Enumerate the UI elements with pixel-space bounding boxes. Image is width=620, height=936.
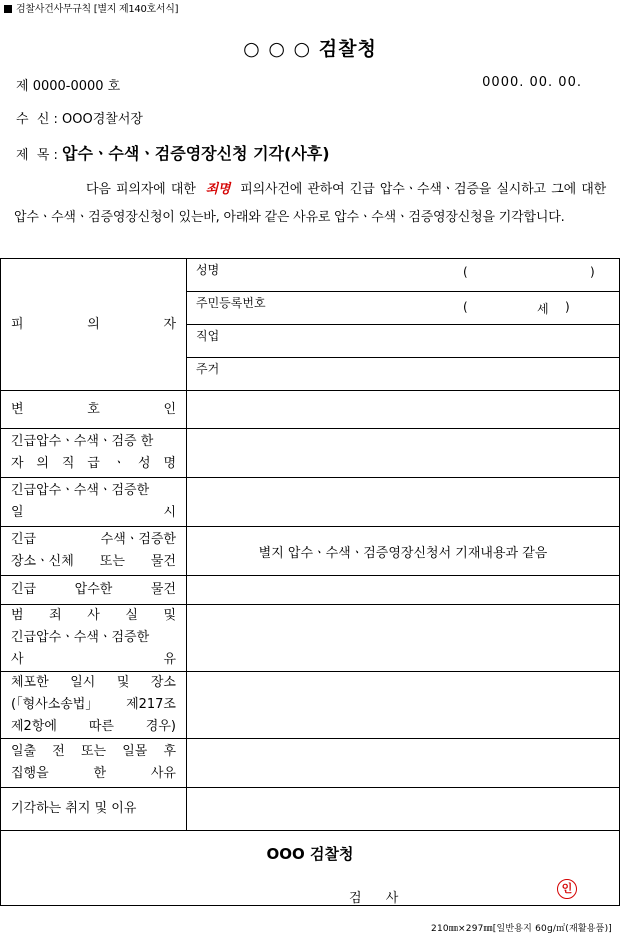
suspect-name-field[interactable]: 성명 ( ) [187,259,619,292]
regulation-text: 검찰사건사무규칙 [별지 제140호서식] [16,4,179,15]
document-number: 제 0000-0000 호 [16,79,121,94]
document-date: 0000. 00. 00. [482,75,582,90]
night-exec-value[interactable] [187,739,620,788]
exec-datetime-label: 긴급압수ㆍ수색ㆍ검증한 일 시 [1,478,187,527]
search-place-value[interactable]: 별지 압수ㆍ수색ㆍ검증영장신청서 기재내용과 같음 [187,527,620,576]
rejection-form-table [0,258,620,906]
recipient-line [16,108,143,127]
suspect-address-field[interactable]: 주거 [196,362,220,376]
seal-stamp-icon: 인 [557,879,577,899]
prosecutor-label: 검 사 [349,891,409,906]
body-post: 피의사건에 관하여 긴급 압수ㆍ수색ㆍ검증을 실시하고 그에 대한 압수ㆍ수색ㆍ검증영장신청이 있는바, 아래와 같은 사유로 압수ㆍ수색ㆍ검증영장신청을 기각합니다. [14,182,607,225]
seized-items-value[interactable] [187,576,620,605]
suspect-fields [187,259,620,391]
arrest-place-value[interactable] [187,672,620,739]
subject-value: 압수ㆍ수색ㆍ검증영장신청 기각(사후) [62,144,330,163]
arrest-place-label: 체포한 일시 및 장소 (「형사소송법」 제217조 제2항에 따른 경우) [1,672,187,739]
night-exec-label: 일출 전 또는 일몰 후 집행을 한 사유 [1,739,187,788]
seized-items-label: 긴급 압수한 물건 [1,576,187,605]
exec-officer-value[interactable] [187,429,620,478]
crime-facts-reason-value[interactable] [187,605,620,672]
suspect-job-field[interactable]: 직업 [187,325,619,358]
suspect-label: 피 의 자 [1,259,187,391]
exec-datetime-value[interactable] [187,478,620,527]
recipient-label: 수 신 : [16,112,58,127]
signing-office: OOO 검찰청 [266,845,354,863]
subject-line [16,141,330,164]
suspect-rrn-field[interactable]: 주민등록번호 ( 세 ) [187,292,619,325]
square-bullet-icon [4,5,12,13]
crime-name: 죄명 [205,182,231,197]
signature-block [1,831,620,906]
lawyer-value[interactable] [187,391,620,429]
subject-label: 제 목 : [16,148,58,163]
body-pre: 다음 피의자에 대한 [86,182,196,197]
lawyer-label: 변 호 인 [1,391,187,429]
page-title: ○ ○ ○ 검찰청 [243,38,377,60]
search-place-label: 긴급 수색ㆍ검증한 장소ㆍ신체 또는 물건 [1,527,187,576]
reject-reason-value[interactable] [187,788,620,831]
regulation-reference [4,0,178,15]
reject-reason-label: 기각하는 취지 및 이유 [1,788,187,831]
recipient-value: OOO경찰서장 [62,112,143,127]
paper-spec: 210㎜×297㎜[일반용지 60g/㎡(재활용품)] [431,924,612,934]
crime-facts-reason-label: 범 죄 사 실 및 긴급압수ㆍ수색ㆍ검증한 사 유 [1,605,187,672]
body-paragraph [14,176,606,232]
exec-officer-label: 긴급압수ㆍ수색ㆍ검증 한 자 의 직 급 ㆍ 성 명 [1,429,187,478]
